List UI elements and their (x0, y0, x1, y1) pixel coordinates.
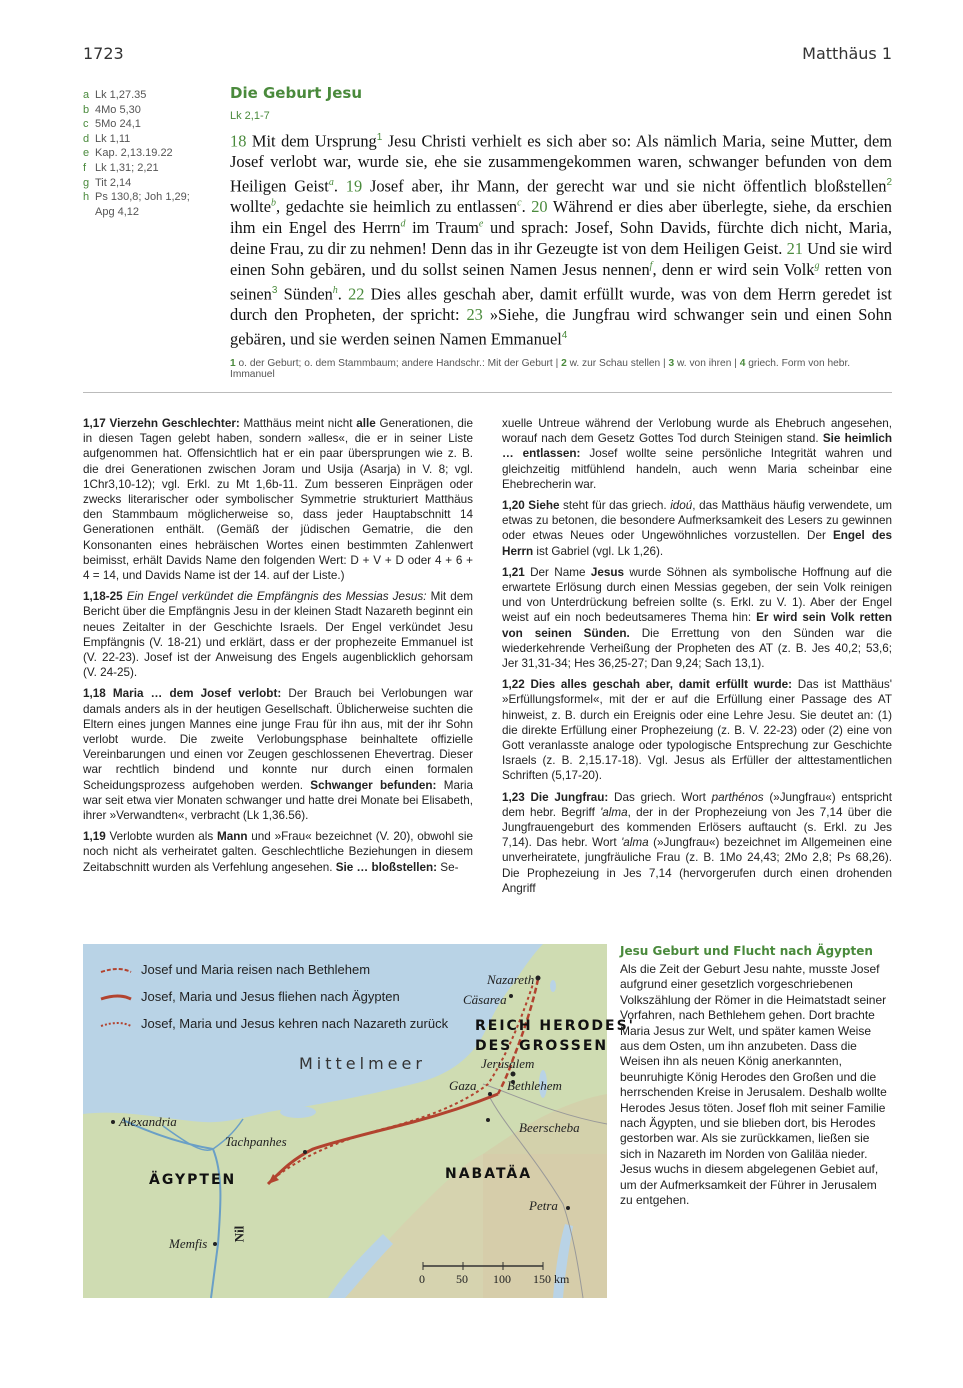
commentary-paragraph: 1,19 Verlobte wurden als Mann und »Frau« bezeichnet (V. 20), obwohl sie noch nicht als verheiratet galten. Geschlechtliche Beziehungen in diesem Zeitabschnitt wurden als Verfehlung angesehen. Sie … bloßstellen: Se- (83, 830, 473, 874)
ref-h: h Ps 130,8; Joh 1,29; Apg 4,12 (83, 191, 190, 218)
commentary-paragraph: 1,18-25 Ein Engel verkündet die Empfängnis des Messias Jesus: Mit dem Bericht über die Empfängnis Jesu in der kleinen Stadt Nazareth beginnt ein neues Zeitalter in der Geschichte Israels. Der Engel verkündet Jesu Empfängnis (V. 18-21) und erklärt, dass er der prophezeite Emmanuel ist (V. 22-23). Josef ist der Anweisung des Engels augenblicklich gehorsam (V. 24-25). (83, 590, 474, 680)
scale-label: 100 (493, 1272, 511, 1286)
page-number: 1723 (83, 44, 124, 63)
verse-number: 20 (531, 197, 548, 217)
ref-d: d Lk 1,11 (83, 132, 131, 145)
bible-text: 18 Mit dem Ursprung$^1$ Jesu Christi verhielt es sich aber so: Als nämlich Maria, seine Mutter, dem Josef verlobt war, wurde sie, ehe sie zusammengekommen waren, schwanger befunden von dem Heiligen Geist$^a$. 19 Josef aber, ihr Mann, der gerecht war und sie nicht öffentlich bloßstellen$^2$ wollte$^b$, gedachte sie heimlich zu entlassen$^c$. 20 Während er dies aber überlegte, siehe, da erschien ihm ein Engel des Herrn$^d$ im Traum$^e$ und sprach: Josef, Sohn Davids, fürchte dich nicht, Maria, deine Frau, zu dir zu nehmen! Denn das in ihr Gezeugte ist von dem Heiligen Geist. 21 Und sie wird einen Sohn gebären, und du sollst seinen Namen Jesus nennen$^f$, denn er wird sein Volk$^g$ retten von seinen$^3$ Sünden$^h$. 22 Dies alles geschah aber, damit erfüllt wurde, was von dem Herrn geredet ist durch den Propheten, der spricht: 23 »Siehe, die Jungfrau wird schwanger sein und einen Sohn gebären, und sie werden seinen Namen Emmanuel$^4$ (230, 131, 893, 349)
scale-label: 50 (456, 1272, 468, 1286)
place-label: Memfis (169, 1236, 208, 1251)
divider (83, 392, 892, 393)
commentary-right (502, 416, 892, 902)
place-label: Gaza (449, 1078, 477, 1093)
place-label: Nazareth (487, 972, 535, 987)
footnotes: 1 o. der Geburt; o. dem Stammbaum; andere Handschr.: Mit der Geburt | 2 w. zur Schau stellen | 3 w. von ihren | 4 griech. Form von hebr. Immanuel (230, 358, 851, 380)
sea-label: Mittelmeer (299, 1054, 426, 1073)
place-label: Jerusalem (481, 1056, 535, 1071)
region-label: REICH HERODES' (475, 1018, 635, 1034)
region-label: ÄGYPTEN (149, 1172, 237, 1188)
commentary-paragraph: 1,17 Vierzehn Geschlechter: Matthäus meint nicht alle Generationen, die in diesen Tagen gelebt haben, sondern »alles«, die er in seiner Liste aufgenommen hat. Offensichtlich hat er ein paar übersprungen wie z. B. die drei Generationen zwischen Joram und Usija (Asarja) in V. 8; vgl. 1Chr3,10-12); vgl. Erkl. zu Mt 1,6b-11. Zum besseren Einprägen oder zwecks literarischer oder symbolischer Symmetrie strukturiert Matthäus den Stammbaum möglicherweise so, dass jeder Hauptabschnitt 14 Generationen enthält. (Gemäß der jüdischen Gematrie, die den Konsonanten eines hebräischen Wortes einen bestimmten Zahlenwert beimisst, erhält Davids Name den folgenden Wert: D + V + D oder 4 + 6 + 4 = 14, und Davids Name ist der 14. auf der Liste.) (83, 417, 473, 583)
place-label: Tachpanhes (225, 1134, 287, 1149)
ref-f: f Lk 1,31; 2,21 (83, 161, 159, 174)
place-label: Alexandria (119, 1114, 177, 1129)
verse-number: 22 (348, 283, 365, 303)
commentary-paragraph: 1,21 Der Name Jesus wurde Söhnen als symbolische Hoffnung auf die erwartete Erlösung durch einen Messias gegeben, der sein Volk reinigen und von Unterdrückung befreien sollte (s. Erkl. zu V. 1). Aber der Engel weist auf ein noch bedeutsameres Thema hin: Er wird sein Volk retten von seinen Sünden. Die Errettung von den Sünden war die wiederkehrende Verheißung der Propheten des AT (z. B. Jes 40,2; 53,6; Jer 31,31-34; Hes 36,25-27; Dan 9,24; Sach 13,1). (502, 565, 892, 671)
verse-number: 23 (466, 304, 483, 324)
commentary-paragraph: 1,22 Dies alles geschah aber, damit erfüllt wurde: Das ist Matthäus' »Erfüllungsformel«, mit der er auf die Erfüllung einer Passage des AT hinweist, z. B. durch ein Ereignis oder eine Lehre Jesu. Sie deutet an: (1) die direkte Erfüllung einer Prophezeiung (z. B. V. 22-23) oder (2) eine von Gott veranlasste analoge oder typologische Entsprechung zur Geschichte Israels (z. B. 2,15.17-18). Vgl. Jesus als Erfüller der alttestamentlichen Schriften (5,17-20). (502, 678, 892, 783)
legend-item: Josef, Maria und Jesus fliehen nach Ägypten (141, 989, 400, 1004)
place-label: Beerscheba (519, 1120, 580, 1135)
info-box (620, 944, 892, 1209)
scale-label: 0 (419, 1272, 425, 1286)
commentary-paragraph: 1,23 Die Jungfrau: Das griech. Wort parthénos (»Jungfrau«) entspricht dem hebr. Begriff 'alma, der in der Prophezeiung von Jes 7,14 über die Jungfrauengeburt des kommenden Erlösers auftaucht (s. Erkl. zu Jes 7,14). Das hebr. Wort 'alma (»Jungfrau«) bezeichnet im Allgemeinen eine unverheiratete, jungfräuliche Frau (z. B. 1Mo 24,43; 2Mo 2,8; Ps 68,26). Die Prophezeiung in Jes 7,14 (hervorgerufen durch einen drohenden Angriff (502, 790, 892, 895)
ref-c: c 5Mo 24,1 (83, 118, 141, 131)
ref-b: b 4Mo 5,30 (83, 103, 141, 116)
place-label: Cäsarea (463, 992, 507, 1007)
ref-e: e Kap. 2,13.19.22 (83, 147, 173, 160)
legend-item: Josef und Maria reisen nach Bethlehem (141, 962, 371, 977)
ref-a: a Lk 1,27.35 (83, 89, 147, 101)
commentary-paragraph: xuelle Untreue während der Verlobung wurde als Ehebruch angesehen, worauf nach dem Gesetz Gottes Tod durch Steinigen stand. Sie heimlich … entlassen: Josef wollte seine persönliche Integrität wahren und gleichzeitig mitfühlend handeln, auch wenn Maria scheinbar eine Ehebrecherin war. (502, 417, 893, 491)
commentary-paragraph: 1,18 Maria … dem Josef verlobt: Der Brauch bei Verlobungen war damals anders als in der heutigen Gesellschaft. Üblicherweise suchten die Eltern eines jungen Mannes eine junge Frau für ihn aus, mit der ihr Sohn verlobt wurde. Die zweite Verlobungsphase beinhaltete offizielle Vereinbarungen und einen vor Zeugen geschlossenen Ehevertrag. Dieser war rechtlich bindend und konnte nur durch einen formalen Scheidungsprozess aufgehoben werden. Schwanger befunden: Maria war seit etwa vier Monaten schwanger und hatte drei Monate bei Elisabeth, ihrer »Verwandten«, verbracht (Lk 1,36.56). (83, 687, 474, 823)
region-label: NABATÄA (445, 1166, 533, 1182)
region-label: DES GROSSEN (475, 1038, 609, 1054)
ref-g: g Tit 2,14 (83, 176, 132, 189)
verse-number: 18 (230, 131, 247, 151)
map (83, 944, 635, 1298)
cross-references (83, 88, 223, 219)
commentary-paragraph: 1,20 Siehe steht für das griech. idoú, das Matthäus häufig verwendete, um etwas zu betonen, die besondere Aufmerksamkeit des Lesers zu gewinnen oder etwas Neues oder Ungewöhnliches vorzustellen. Der Engel des Herrn ist Gabriel (vgl. Lk 1,26). (502, 499, 892, 558)
parallel-reference: Lk 2,1-7 (230, 110, 270, 122)
place-label: Bethlehem (507, 1078, 562, 1093)
legend-item: Josef, Maria und Jesus kehren nach Nazareth zurück (141, 1016, 449, 1031)
info-box-title: Jesu Geburt und Flucht nach Ägypten (620, 944, 873, 958)
scale-label: 150 km (533, 1272, 570, 1286)
place-label: Petra (529, 1198, 558, 1213)
commentary-left (83, 416, 473, 881)
info-box-text: Als die Zeit der Geburt Jesu nahte, musste Josef aufgrund einer gesetzlich vorgeschriebenen Volkszählung der Römer in die Heimatstadt seiner Vorfahren, nach Bethlehem gehen. Dort brachte Maria Jesus zur Welt, und später kamen Weise aus dem Osten, um ihn anzubeten. Dass die Weisen ihn als neuen König anerkannten, beunruhigte König Herodes den Großen und die herrschenden Kreise in Jerusalem. Deshalb wollte Herodes Jesus töten. Josef floh mit seiner Familie nach Ägypten, und sie blieben dort, bis Herodes gestorben war. Als sie zurückkamen, ließen sie sich in Nazareth im Norden von Galiläa nieder. Jesus wuchs in diesem abgelegenen Gebiet auf, um der Aufmerksamkeit der Führer in Jerusalem zu entgehen. (620, 962, 887, 1208)
section-title: Die Geburt Jesu (230, 84, 363, 102)
river-label: Nil (231, 1225, 247, 1243)
verse-number: 19 (345, 176, 363, 196)
verse-number: 21 (786, 238, 803, 258)
book-chapter: Matthäus 1 (802, 44, 892, 63)
